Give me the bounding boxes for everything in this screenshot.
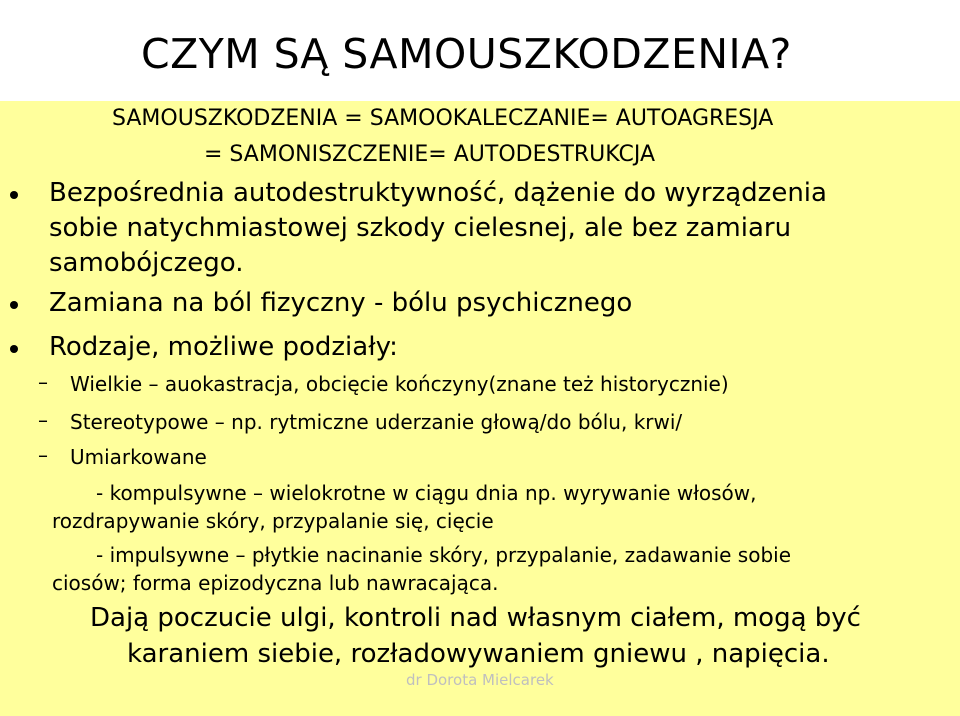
conclusion-line-2: karaniem siebie, rozładowywaniem gniewu , napięcia. [127, 639, 830, 669]
sub-item-wielkie: Wielkie – auokastracja, obcięcie kończyny(znane też historycznie) [70, 372, 729, 396]
bullet-2-line-1: Zamiana na ból fizyczny - bólu psychicznego [49, 288, 633, 318]
slide-title: CZYM SĄ SAMOUSZKODZENIA? [141, 30, 792, 78]
bullet-dot [10, 301, 18, 309]
bullet-3-line-1: Rodzaje, możliwe podziały: [49, 332, 398, 362]
sub-item-dash: – [38, 443, 48, 467]
equivalence-line-1: SAMOUSZKODZENIA = SAMOOKALECZANIE= AUTOAGRESJA [112, 106, 774, 131]
compulsive-line-2: rozdrapywanie skóry, przypalanie się, cięcie [52, 509, 494, 533]
sub-item-stereotypowe: Stereotypowe – np. rytmiczne uderzanie głową/do bólu, krwi/ [70, 410, 683, 434]
bullet-1-line-2: sobie natychmiastowej szkody cielesnej, ale bez zamiaru [49, 213, 792, 243]
compulsive-line-1: - kompulsywne – wielokrotne w ciągu dnia np. wyrywanie włosów, [96, 481, 757, 505]
impulsive-line-1: - impulsywne – płytkie nacinanie skóry, przypalanie, zadawanie sobie [96, 543, 792, 567]
impulsive-line-2: ciosów; forma epizodyczna lub nawracająca. [52, 571, 499, 595]
bullet-1-line-1: Bezpośrednia autodestruktywność, dążenie do wyrządzenia [49, 178, 827, 208]
sub-item-dash: – [38, 408, 48, 432]
sub-item-umiarkowane: Umiarkowane [70, 445, 207, 469]
equivalence-line-2: = SAMONISZCZENIE= AUTODESTRUKCJA [204, 142, 656, 167]
conclusion-line-1: Dają poczucie ulgi, kontroli nad własnym ciałem, mogą być [90, 603, 861, 633]
bullet-1-line-3: samobójczego. [49, 248, 244, 278]
sub-item-dash: – [38, 370, 48, 394]
bullet-dot [10, 345, 18, 353]
bullet-dot [10, 191, 18, 199]
footer-author: dr Dorota Mielcarek [406, 671, 554, 689]
